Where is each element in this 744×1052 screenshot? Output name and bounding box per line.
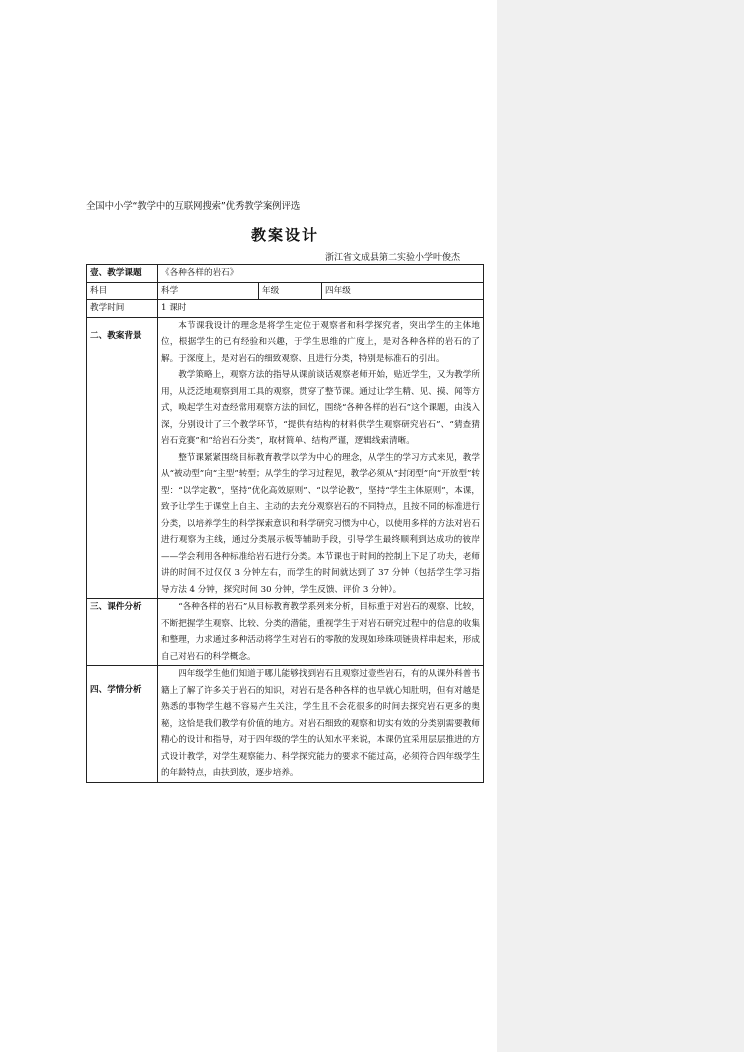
header-line: 全国中小学“教学中的互联网搜索”优秀教学案例评选 <box>86 201 301 212</box>
value-background <box>158 317 484 599</box>
row-students <box>87 666 484 783</box>
value-courseware <box>158 599 484 666</box>
value-time: 1 课时 <box>158 300 484 318</box>
comment-sidebar <box>497 0 744 1052</box>
document-title: 教案设计 <box>250 226 319 244</box>
label-grade: 年级 <box>259 282 322 300</box>
students-paragraph: 四年级学生他们知道于哪儿能够找到岩石且观察过壹些岩石，有的从课外科普书籍上了解了许多关于岩石的知识，对岩石是各种各样的也早就心知肚明，但有对越是熟悉的事物学生越不容易产生关注，学生且不会花很多的时间去探究岩石更多的奥秘，这恰是我们教学有价值的地方。对岩石细致的观察和切实有效的分类别需要教师精心的设计和指导，对于四年级的学生的认知水平来说，本课仍宜采用层层推进的方式设计教学，对学生观察能力、科学探究能力的要求不能过高，必须符合四年级学生的年龄特点，由扶到放，逐步培养。 <box>161 669 480 778</box>
courseware-paragraph: “各种各样的岩石”从目标教育教学系列来分析，目标重于对岩石的观察、比较，不断把握学生观察、比较、分类的潜能，重视学生于对岩石研究过程中的信息的收集和整理，力求通过多种活动将学生对岩石的零散的发现如珍珠项链贵样串起来，形成自己对岩石的科学概念。 <box>161 602 480 662</box>
background-paragraph: 本节课我设计的理念是将学生定位于观察者和科学探究者，突出学生的主体地位，根据学生的已有经验和兴趣，于学生思维的广度上，是对各种各样的岩石的了解。于深度上，是对岩石的细致观察、且进行分类，特别是标准石的引出。 <box>161 320 480 364</box>
label-courseware: 三、课件分析 <box>87 599 158 666</box>
label-background: 二、教案背景 <box>87 317 158 599</box>
lesson-plan-table <box>86 264 484 783</box>
value-course-title: 《各种各样的岩石》 <box>158 265 484 283</box>
row-courseware <box>87 599 484 666</box>
label-students: 四、学情分析 <box>87 666 158 783</box>
background-paragraph: 整节课紧紧围绕目标教育教学以学为中心的理念，从学生的学习方式来见，教学从“被动型”向“主型”转型；从学生的学习过程见，教学必须从“封闭型”向“开放型”转型：“以学定教”，坚持“优化高效原则”、“以学论教”，坚持“学生主体原则”，本课，致予让学生于课堂上自主、主动的去充分观察岩石的不同特点，且按不同的标准进行分类，以培养学生的科学探索意识和科学研究习惯为中心，以使用多样的方法对岩石进行观察为主线，通过分类展示板等辅助手段，引导学生最终顺利到达成功的彼岸——学会利用各种标准给岩石进行分类。本节课也于时间的控制上下足了功夫，老师讲的时间不过仅仅 3 分钟左右，而学生的时间就达到了 37 分钟（包括学生学习指导方法 4 分钟，探究时间 30 分钟，学生反馈、评价 3 分钟）。 <box>161 452 480 595</box>
background-paragraph: 教学策略上，观察方法的指导从课前谈话观察老师开始，贴近学生，又为教学所用，从泛泛地观察到用工具的观察，贯穿了整节课。通过让学生精、见、摸、闻等方式，唤起学生对查经常用观察方法的回忆，围绕“各种各样的岩石”这个课题，由浅入深，分别设计了三个教学环节，“提供有结构的材料供学生观察研究岩石”、“猜查猜岩石竞赛”和“给岩石分类”，取材简单、结构严谨，逻辑线索清晰。 <box>161 370 480 446</box>
value-grade: 四年级 <box>322 282 484 300</box>
author-line: 浙江省文成县第二实验小学叶俊杰 <box>324 253 460 263</box>
label-course-title: 壹、教学课题 <box>87 265 158 283</box>
value-students <box>158 666 484 783</box>
row-subject <box>87 282 484 300</box>
row-course-title <box>87 265 484 283</box>
value-subject: 科学 <box>158 282 259 300</box>
label-time: 教学时间 <box>87 300 158 318</box>
row-time <box>87 300 484 318</box>
label-subject: 科目 <box>87 282 158 300</box>
row-background <box>87 317 484 599</box>
